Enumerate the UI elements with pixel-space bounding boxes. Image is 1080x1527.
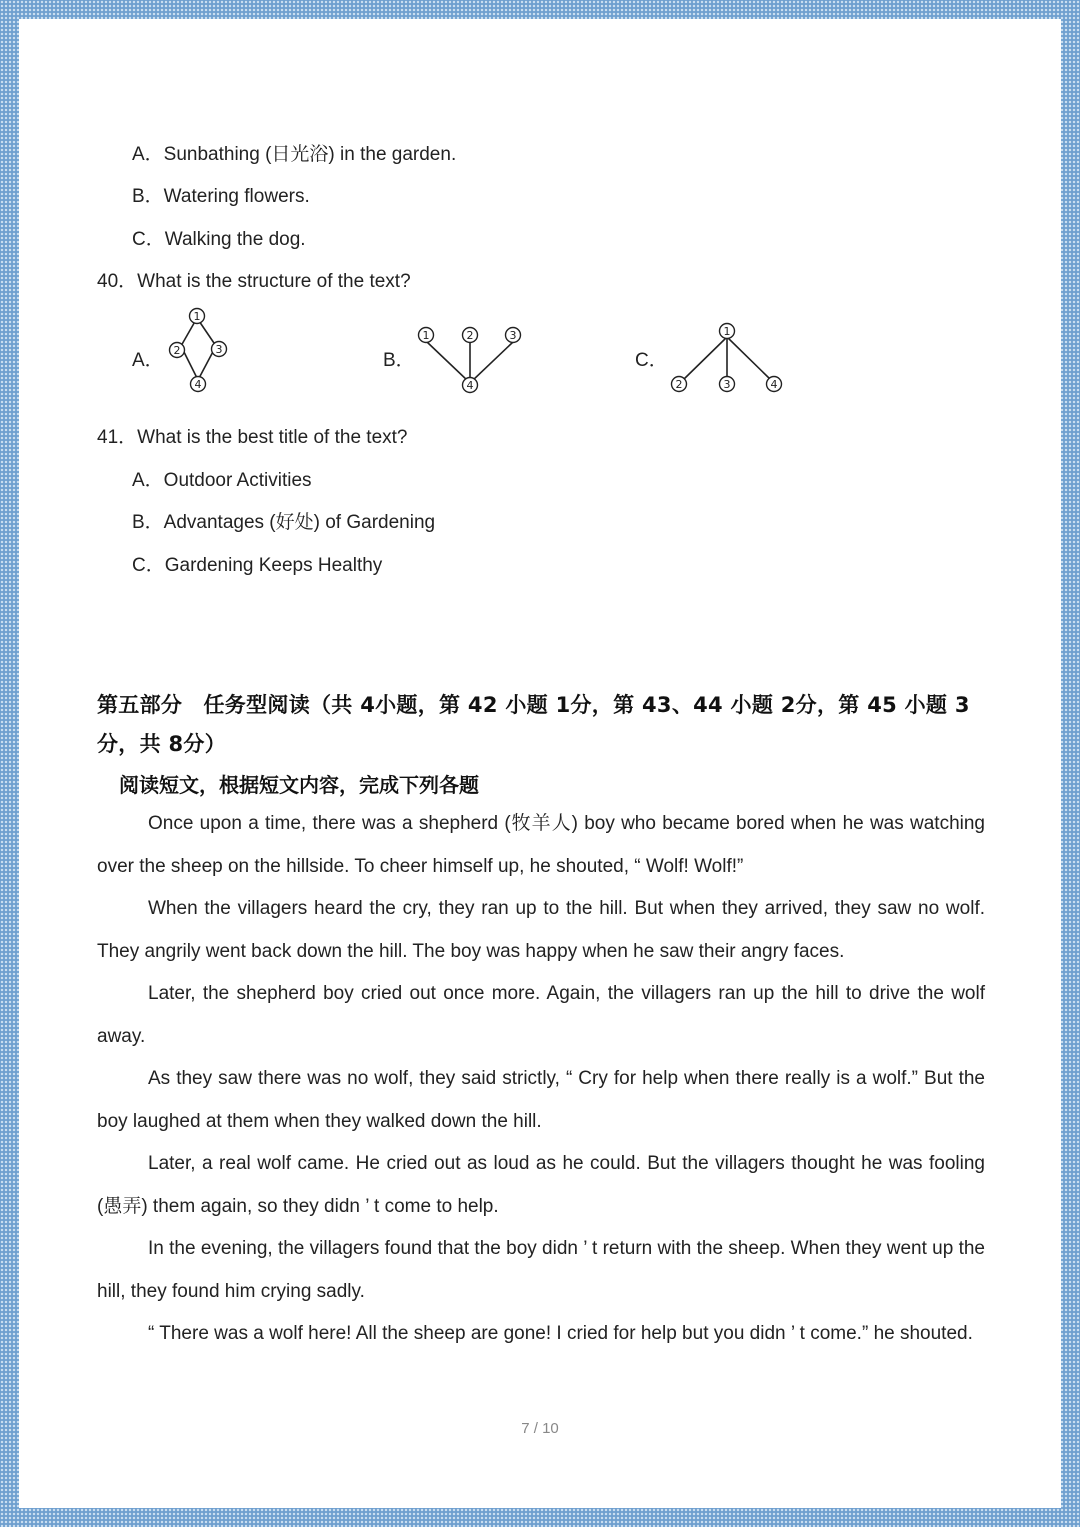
diagram-c-node-2: 2 bbox=[675, 378, 683, 391]
diagram-c-node-4: 4 bbox=[770, 378, 778, 391]
section-instruction: 阅读短文，根据短文内容，完成下列各题 bbox=[119, 773, 479, 797]
page-number: 7 / 10 bbox=[521, 1420, 559, 1437]
story-paragraph: When the villagers heard the cry, they ran up to the hill. But when they arrived, they saw no wolf. They angrily went back down the hill. The boy was happy when he saw their angry faces. bbox=[97, 898, 985, 962]
diagram-b bbox=[415, 324, 530, 394]
diagram-a-node-4: 4 bbox=[194, 378, 202, 391]
q41-option-c: C．Gardening Keeps Healthy bbox=[132, 555, 383, 576]
story-paragraph: Once upon a time, there was a shepherd (牧羊人) boy who became bored when he was watching over the sheep on the hillside. To cheer himself up, he shouted, “ Wolf! Wolf!” bbox=[97, 813, 985, 877]
story-paragraph: As they saw there was no wolf, they said strictly, “ Cry for help when there really is a wolf.” But the boy laughed at them when they walked down the hill. bbox=[97, 1068, 985, 1132]
story-text bbox=[97, 803, 985, 1356]
q40-option-c-label: C． bbox=[635, 350, 668, 371]
q40-question: 40．What is the structure of the text? bbox=[97, 271, 411, 292]
story-paragraph: Later, the shepherd boy cried out once more. Again, the villagers ran up the hill to drive the wolf away. bbox=[97, 983, 985, 1047]
exam-page bbox=[19, 19, 1061, 1508]
q41-option-b: B．Advantages (好处) of Gardening bbox=[132, 512, 436, 533]
diagram-b-node-3: 3 bbox=[509, 329, 517, 342]
diagram-a-node-2: 2 bbox=[173, 344, 181, 357]
diagram-b-node-4: 4 bbox=[466, 379, 474, 392]
story-paragraph: In the evening, the villagers found that the boy didn ’ t return with the sheep. When they went up the hill, they found him crying sadly. bbox=[97, 1238, 985, 1302]
diagram-c bbox=[665, 320, 790, 400]
diagram-b-node-1: 1 bbox=[422, 329, 430, 342]
diagram-c-node-1: 1 bbox=[723, 325, 731, 338]
q40-option-a-label: A． bbox=[132, 350, 164, 371]
q41-option-a: A．Outdoor Activities bbox=[132, 470, 312, 491]
story-paragraph: Later, a real wolf came. He cried out as loud as he could. But the villagers thought he was fooling (愚弄) them again, so they didn ’ t come to help. bbox=[97, 1153, 985, 1217]
diagram-a-node-1: 1 bbox=[193, 310, 201, 323]
section-title: 第五部分 任务型阅读（共 4小题，第 42 小题 1分，第 43、44 小题 2分，第 45 小题 3分，共 8分） bbox=[97, 693, 970, 756]
q39-option-b: B．Watering flowers. bbox=[132, 186, 310, 207]
diagram-a-node-3: 3 bbox=[215, 343, 223, 356]
q41-question: 41．What is the best title of the text? bbox=[97, 427, 408, 448]
story-paragraph: “ There was a wolf here! All the sheep are gone! I cried for help but you didn ’ t come.” he shouted. bbox=[148, 1323, 973, 1344]
diagram-c-node-3: 3 bbox=[723, 378, 731, 391]
q39-option-c: C．Walking the dog. bbox=[132, 229, 306, 250]
q40-option-b-label: B． bbox=[383, 350, 415, 371]
diagram-b-node-2: 2 bbox=[466, 329, 474, 342]
diagram-a bbox=[164, 305, 234, 395]
q39-option-a: A．Sunbathing (日光浴) in the garden. bbox=[132, 144, 457, 165]
